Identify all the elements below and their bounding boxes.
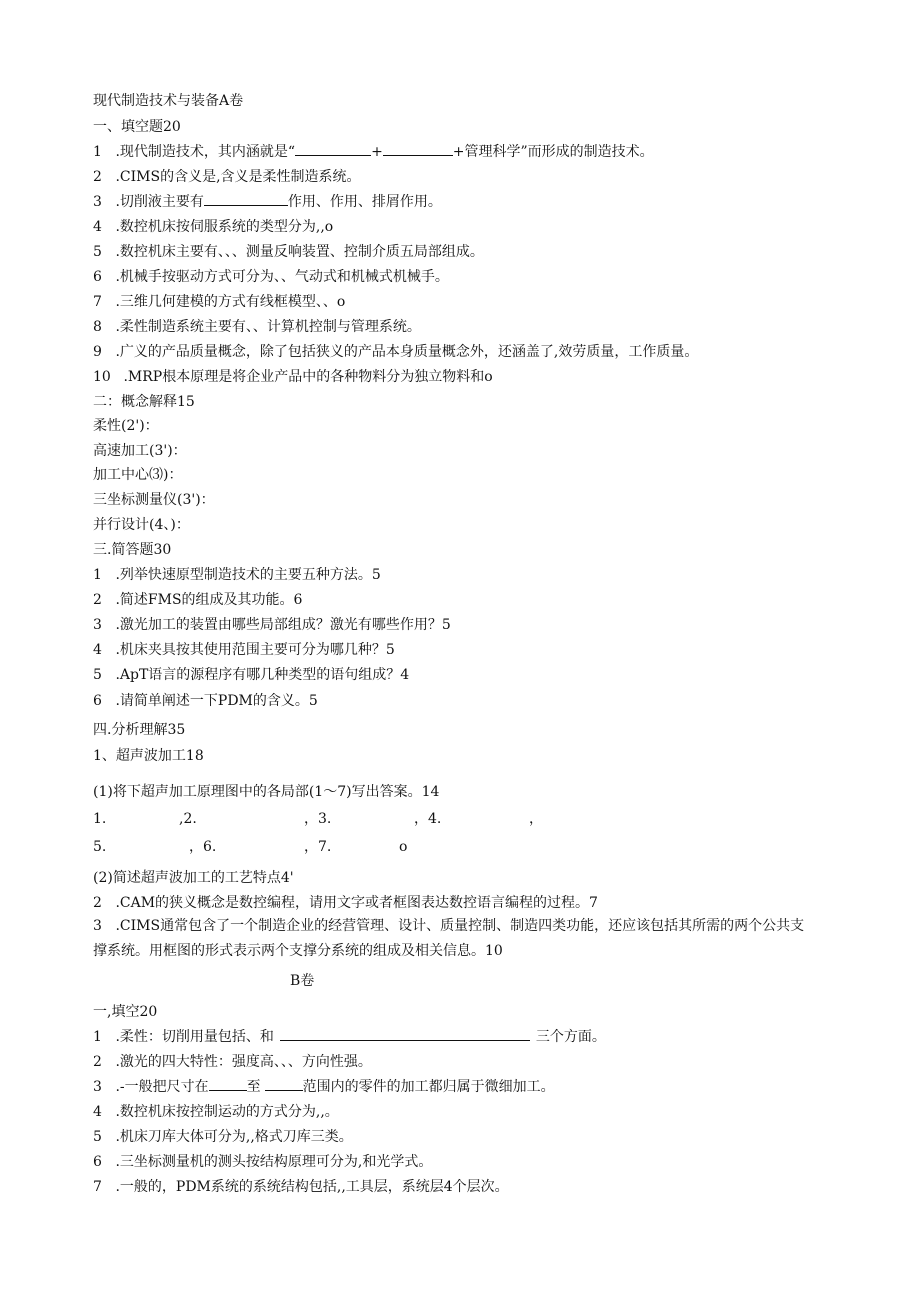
answer-label: ，: [529, 811, 543, 827]
question-a3-2: [93, 591, 302, 609]
question-text: +管理科学”而形成的制造技术。: [452, 144, 654, 160]
concept-item: 柔性(2')：: [93, 418, 159, 434]
answer-blank: [209, 1078, 247, 1091]
answer-label: 5.: [93, 839, 107, 855]
question-a1-7: [93, 293, 345, 311]
question-number: 7: [93, 1179, 102, 1195]
question-number: 7: [93, 294, 102, 310]
question-number: 3: [93, 617, 102, 633]
answer-label: o: [399, 839, 408, 855]
question-a1-5: [93, 243, 484, 261]
question-number: 4: [93, 642, 102, 658]
answer-label: ，6.: [189, 839, 217, 855]
question-text: 范围内的零件的加工都归属于微细加工。: [302, 1079, 555, 1095]
question-a3-5: [93, 666, 409, 684]
question-b1-6: [93, 1153, 432, 1171]
question-a1-2: [93, 168, 361, 186]
answer-blank: [204, 193, 288, 206]
question-text: .广义的产品质量概念，除了包括狭义的产品本身质量概念外，还涵盖了,效劳质量，工作质量。: [111, 344, 699, 360]
question-number: 2: [93, 592, 102, 608]
question-text: .-一般把尺寸在: [111, 1079, 209, 1095]
exam-title-a: 现代制造技术与装备A卷: [93, 93, 244, 109]
question-a1-3: [93, 193, 442, 211]
question-number: 1: [93, 144, 102, 160]
question-number: 1: [93, 1029, 102, 1045]
question-b1-2: [93, 1053, 372, 1071]
question-a1-4: [93, 218, 333, 236]
question-a4-3: [93, 914, 818, 964]
answer-blank: [295, 143, 371, 156]
question-number: 2: [93, 1054, 102, 1070]
concept-item: 并行设计(4、)：: [93, 517, 190, 533]
question-text: .CAM的狭义概念是数控编程，请用文字或者框图表达数控语言编程的过程。7: [111, 895, 598, 911]
question-text: .简述FMS的组成及其功能。6: [111, 592, 303, 608]
question-b1-4: [93, 1103, 339, 1121]
answer-label: ，4.: [414, 811, 442, 827]
question-b1-7: [93, 1178, 509, 1196]
question-number: 2: [93, 169, 102, 185]
question-b1-3: [93, 1078, 555, 1096]
question-b1-1: [93, 1028, 606, 1046]
question-text: .MRP根本原理是将企业产品中的各种物料分为独立物料和o: [119, 369, 493, 385]
question-text: +: [371, 144, 383, 160]
analysis-prompt: (1)将下超声加工原理图中的各局部(1〜7)写出答案。14: [93, 784, 440, 800]
question-a3-3: [93, 616, 451, 634]
question-number: 3: [93, 1079, 102, 1095]
question-text: .CIMS通常包含了一个制造企业的经营管理、设计、质量控制、制造四类功能，还应该包括其所需的两个公共支撑系统。用框图的形式表示两个支撑分系统的组成及相关信息。10: [93, 918, 805, 959]
analysis-subheading: 1、超声波加工18: [93, 748, 204, 764]
section-short-answer-heading: 三.简答题30: [93, 542, 172, 558]
concept-item: 加工中心⑶)：: [93, 467, 183, 483]
question-number: 4: [93, 219, 102, 235]
question-text: 作用、作用、排屑作用。: [287, 194, 442, 210]
answer-blank: [265, 1078, 303, 1091]
question-a1-8: [93, 318, 421, 336]
question-text: .三维几何建模的方式有线框模型、、o: [111, 294, 346, 310]
question-text: .三坐标测量机的测头按结构原理可分为,和光学式。: [111, 1154, 433, 1170]
answer-label: 1.: [93, 811, 107, 827]
question-number: 8: [93, 319, 102, 335]
question-text: .数控机床按控制运动的方式分为,,。: [111, 1104, 339, 1120]
answer-label: ,2.: [179, 811, 197, 827]
question-number: 6: [93, 693, 102, 709]
question-text: .数控机床主要有、、、测量反响装置、控制介质五局部组成。: [111, 244, 484, 260]
question-text: 三个方面。: [535, 1029, 606, 1045]
analysis-prompt: (2)简述超声波加工的工艺特点4': [93, 870, 294, 886]
question-text: .一般的，PDM系统的系统结构包括,,工具层，系统层4个层次。: [111, 1179, 509, 1195]
answer-label: ，3.: [304, 811, 332, 827]
concept-item: 三坐标测量仪(3')：: [93, 492, 215, 508]
question-text: 至: [246, 1079, 261, 1095]
question-number: 2: [93, 895, 102, 911]
question-a1-10: [93, 368, 493, 386]
question-text: .柔性：切削用量包括、和: [111, 1029, 274, 1045]
question-a3-6: [93, 692, 318, 710]
section-analysis-heading: 四.分析理解35: [93, 722, 186, 738]
question-a3-4: [93, 641, 395, 659]
question-number: 1: [93, 567, 102, 583]
question-number: 5: [93, 244, 102, 260]
question-number: 3: [93, 194, 102, 210]
question-text: .激光的四大特性：强度高、、、方向性强。: [111, 1054, 372, 1070]
section-fill-blank-heading: 一、填空题20: [93, 119, 181, 135]
question-number: 4: [93, 1104, 102, 1120]
question-a1-9: [93, 343, 698, 361]
question-text: .列举快速原型制造技术的主要五种方法。5: [111, 567, 381, 583]
answer-blank: [280, 1028, 530, 1041]
question-text: .切削液主要有: [111, 194, 204, 210]
question-number: 5: [93, 667, 102, 683]
question-text: .机床夹具按其使用范围主要可分为哪几种？5: [111, 642, 395, 658]
question-a4-2: [93, 894, 598, 912]
question-number: 10: [93, 369, 111, 385]
question-b1-5: [93, 1128, 353, 1146]
question-text: .柔性制造系统主要有、、计算机控制与管理系统。: [111, 319, 421, 335]
answer-label: ，7.: [304, 839, 332, 855]
concept-item: 高速加工(3')：: [93, 443, 187, 459]
answer-blank: [383, 143, 453, 156]
question-text: .CIMS的含义是,含义是柔性制造系统。: [111, 169, 361, 185]
exam-title-b: B卷: [290, 973, 315, 989]
question-a1-6: [93, 268, 449, 286]
question-text: .请简单阐述一下PDM的含义。5: [111, 693, 318, 709]
question-number: 5: [93, 1129, 102, 1145]
question-a3-1: [93, 566, 381, 584]
answer-row-1: [93, 810, 543, 828]
question-a1-1: [93, 143, 654, 161]
question-number: 6: [93, 269, 102, 285]
question-number: 6: [93, 1154, 102, 1170]
section-b-fill-heading: 一,填空20: [93, 1004, 158, 1020]
question-text: .数控机床按伺服系统的类型分为,,o: [111, 219, 334, 235]
question-text: .现代制造技术，其内涵就是“: [111, 144, 296, 160]
question-text: .机械手按驱动方式可分为、、气动式和机械式机械手。: [111, 269, 449, 285]
question-text: .机床刀库大体可分为,,格式刀库三类。: [111, 1129, 353, 1145]
section-concepts-heading: 二：概念解释15: [93, 394, 195, 410]
question-text: .ApT语言的源程序有哪几种类型的语句组成？4: [111, 667, 410, 683]
question-number: 9: [93, 344, 102, 360]
question-text: .激光加工的装置由哪些局部组成？激光有哪些作用？5: [111, 617, 451, 633]
question-number: 3: [93, 918, 102, 934]
answer-row-2: [93, 838, 407, 856]
